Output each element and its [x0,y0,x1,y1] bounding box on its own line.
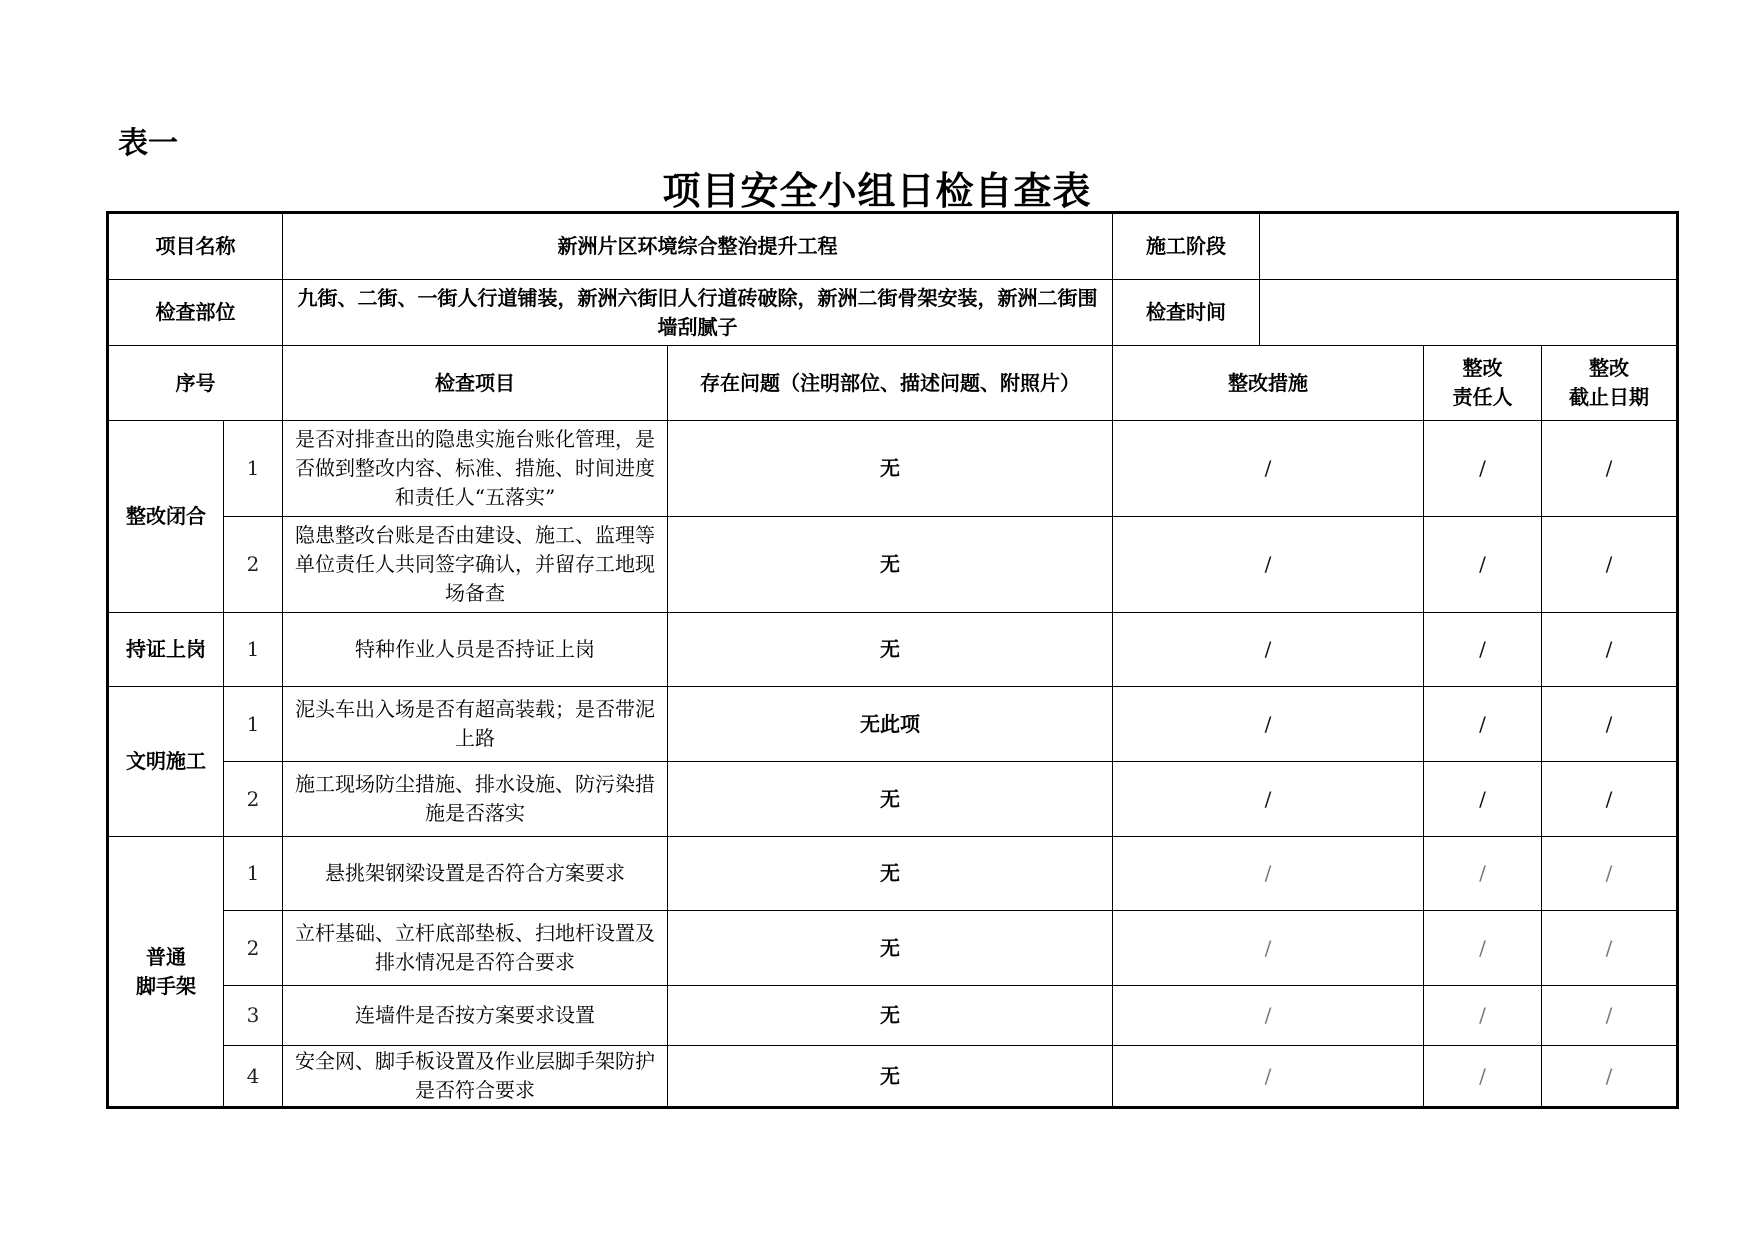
check-item: 施工现场防尘措施、排水设施、防污染措施是否落实 [283,762,668,837]
form-label: 表一 [118,126,178,161]
measure-cell: / [1113,517,1424,613]
table-row [108,613,1678,687]
location-value: 九街、二街、一街人行道铺装，新洲六街旧人行道砖破除，新洲二街骨架安装，新洲二街围墙刮腻子 [283,280,1113,346]
location-row [108,280,1678,346]
col-measure: 整改措施 [1113,346,1424,421]
issue-cell: 无 [668,837,1113,911]
time-value [1260,280,1678,346]
row-number: 4 [224,1046,283,1108]
person-cell: / [1424,687,1542,762]
page-title: 项目安全小组日检自查表 [662,169,1092,213]
check-item: 泥头车出入场是否有超高装载；是否带泥上路 [283,687,668,762]
stage-value [1260,213,1678,280]
issue-cell: 无 [668,762,1113,837]
deadline-cell: / [1542,517,1678,613]
check-item: 隐患整改台账是否由建设、施工、监理等单位责任人共同签字确认，并留存工地现场备查 [283,517,668,613]
person-cell: / [1424,1046,1542,1108]
time-label: 检查时间 [1113,280,1260,346]
table-row [108,986,1678,1046]
col-issue: 存在问题（注明部位、描述问题、附照片） [668,346,1113,421]
category-cell: 普通 脚手架 [108,837,224,1108]
issue-cell: 无 [668,911,1113,986]
issue-cell: 无 [668,1046,1113,1108]
check-item: 连墙件是否按方案要求设置 [283,986,668,1046]
table-row [108,1046,1678,1108]
table-row [108,517,1678,613]
project-name-value: 新洲片区环境综合整治提升工程 [283,213,1113,280]
table-row [108,911,1678,986]
person-cell: / [1424,517,1542,613]
column-header-row [108,346,1678,421]
col-item: 检查项目 [283,346,668,421]
category-cell: 持证上岗 [108,613,224,687]
location-label: 检查部位 [108,280,283,346]
person-cell: / [1424,421,1542,517]
row-number: 1 [224,613,283,687]
deadline-cell: / [1542,837,1678,911]
category-cell: 文明施工 [108,687,224,837]
deadline-cell: / [1542,1046,1678,1108]
row-number: 3 [224,986,283,1046]
measure-cell: / [1113,837,1424,911]
measure-cell: / [1113,911,1424,986]
table-row [108,837,1678,911]
col-deadline: 整改 截止日期 [1542,346,1678,421]
person-cell: / [1424,986,1542,1046]
deadline-cell: / [1542,986,1678,1046]
issue-cell: 无此项 [668,687,1113,762]
deadline-cell: / [1542,762,1678,837]
check-item: 安全网、脚手板设置及作业层脚手架防护是否符合要求 [283,1046,668,1108]
person-cell: / [1424,762,1542,837]
row-number: 1 [224,421,283,517]
row-number: 1 [224,687,283,762]
table-row [108,687,1678,762]
person-cell: / [1424,613,1542,687]
person-cell: / [1424,911,1542,986]
inspection-table [106,211,1679,1109]
deadline-cell: / [1542,687,1678,762]
table-body [108,213,1678,1108]
measure-cell: / [1113,986,1424,1046]
check-item: 是否对排查出的隐患实施台账化管理，是否做到整改内容、标准、措施、时间进度和责任人“五落实” [283,421,668,517]
stage-label: 施工阶段 [1113,213,1260,280]
measure-cell: / [1113,687,1424,762]
issue-cell: 无 [668,517,1113,613]
issue-cell: 无 [668,613,1113,687]
person-cell: / [1424,837,1542,911]
measure-cell: / [1113,421,1424,517]
col-person: 整改 责任人 [1424,346,1542,421]
row-number: 2 [224,517,283,613]
table-row [108,421,1678,517]
check-item: 悬挑架钢梁设置是否符合方案要求 [283,837,668,911]
col-seq: 序号 [108,346,283,421]
row-number: 1 [224,837,283,911]
row-number: 2 [224,911,283,986]
row-number: 2 [224,762,283,837]
deadline-cell: / [1542,613,1678,687]
check-item: 特种作业人员是否持证上岗 [283,613,668,687]
check-item: 立杆基础、立杆底部垫板、扫地杆设置及排水情况是否符合要求 [283,911,668,986]
measure-cell: / [1113,613,1424,687]
issue-cell: 无 [668,986,1113,1046]
measure-cell: / [1113,762,1424,837]
project-name-label: 项目名称 [108,213,283,280]
deadline-cell: / [1542,911,1678,986]
issue-cell: 无 [668,421,1113,517]
deadline-cell: / [1542,421,1678,517]
measure-cell: / [1113,1046,1424,1108]
project-name-row [108,213,1678,280]
category-cell: 整改闭合 [108,421,224,613]
table-row [108,762,1678,837]
